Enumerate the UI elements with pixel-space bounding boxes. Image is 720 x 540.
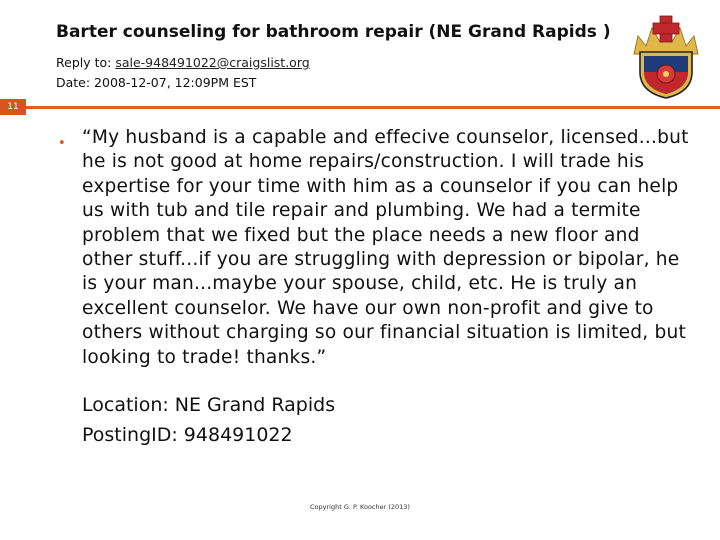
copyright-footer: Copyright G. P. Koocher (2013) bbox=[310, 503, 410, 511]
quote-text: “My husband is a capable and effecive counselor, licensed...but he is not good at home repairs/construction. I will trade his expertise for your time with him as a counselor if you can help us with tub and tile repair and plumbing. We had a termite problem that we fixed but the place needs a new floor and other stuff...if you are struggling with depression or bipolar, he is your man...maybe your spouse, child, etc. He is truly an excellent counselor. We have our own non-profit and give to others without charging so our financial situation is limited, but looking to trade! thanks.” bbox=[82, 127, 689, 368]
reply-email-link[interactable]: sale-948491022@craigslist.org bbox=[115, 55, 310, 70]
header-divider bbox=[0, 99, 720, 115]
insignia-crest-icon bbox=[624, 14, 708, 100]
divider-line bbox=[0, 106, 720, 109]
reply-to-line bbox=[56, 55, 310, 70]
location-text: Location: NE Grand Rapids bbox=[82, 394, 336, 416]
posting-date: Date: 2008-12-07, 12:09PM EST bbox=[56, 75, 257, 90]
slide-title: Barter counseling for bathroom repair (NE Grand Rapids ) bbox=[56, 22, 611, 42]
bullet-icon: • bbox=[58, 136, 66, 151]
slide-number: 11 bbox=[0, 99, 26, 115]
posting-id-text: PostingID: 948491022 bbox=[82, 424, 293, 446]
reply-to-label: Reply to: bbox=[56, 55, 116, 70]
